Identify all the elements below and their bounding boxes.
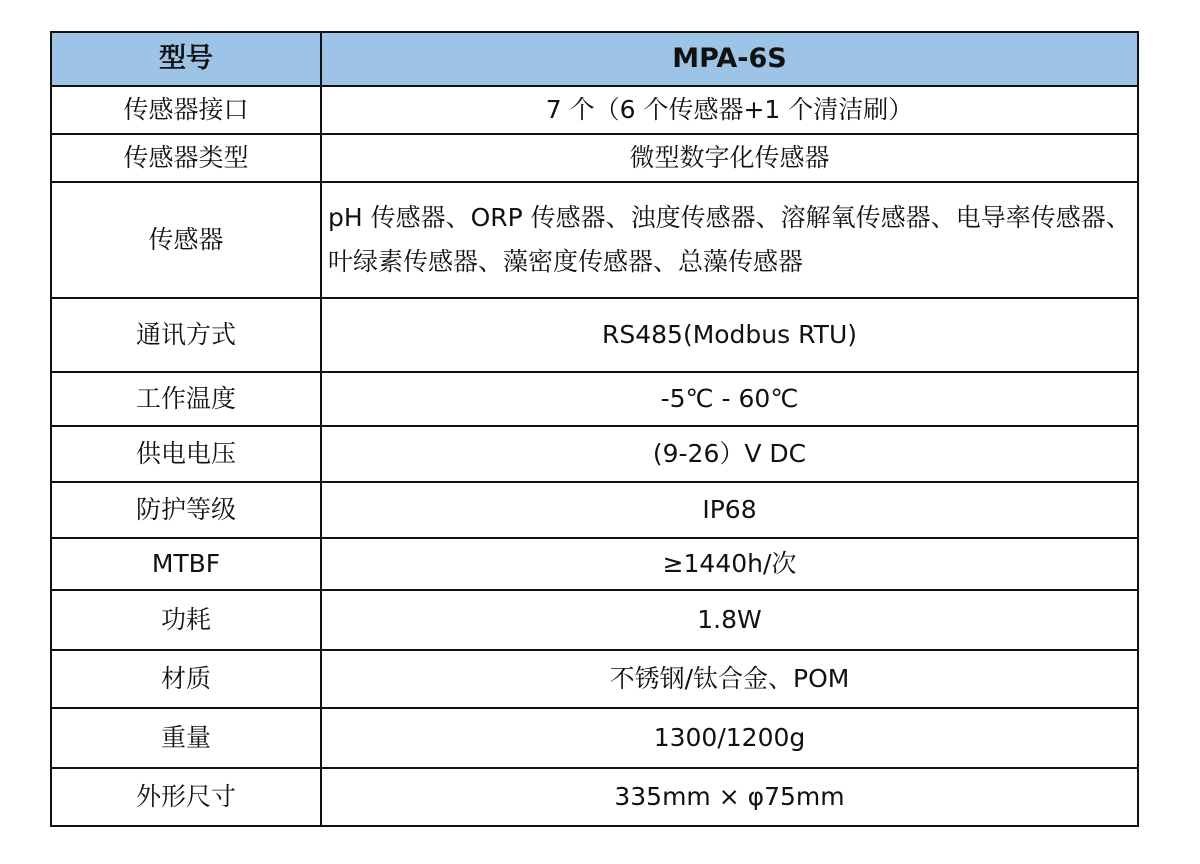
row-value: RS485(Modbus RTU) [321, 298, 1138, 372]
table-row [51, 650, 1138, 708]
table-row [51, 708, 1138, 768]
row-value: IP68 [321, 482, 1138, 538]
row-label: 材质 [51, 650, 321, 708]
row-value: 不锈钢/钛合金、POM [321, 650, 1138, 708]
table-row [51, 182, 1138, 298]
row-value: 1.8W [321, 590, 1138, 650]
row-label: 防护等级 [51, 482, 321, 538]
table-header-row [51, 32, 1138, 86]
row-value: -5℃ - 60℃ [321, 372, 1138, 426]
row-value: 1300/1200g [321, 708, 1138, 768]
header-model-cell: MPA-6S [321, 32, 1138, 86]
row-label: 工作温度 [51, 372, 321, 426]
row-label: 通讯方式 [51, 298, 321, 372]
row-value: ≥1440h/次 [321, 538, 1138, 590]
row-label: 功耗 [51, 590, 321, 650]
spec-table [50, 31, 1139, 827]
table-row [51, 768, 1138, 826]
row-label: 传感器接口 [51, 86, 321, 134]
row-value: 335mm × φ75mm [321, 768, 1138, 826]
row-value: 7 个（6 个传感器+1 个清洁刷） [321, 86, 1138, 134]
row-label: MTBF [51, 538, 321, 590]
table-row [51, 86, 1138, 134]
row-value: (9-26）V DC [321, 426, 1138, 482]
table-row [51, 372, 1138, 426]
row-label: 供电电压 [51, 426, 321, 482]
row-label: 重量 [51, 708, 321, 768]
table-row [51, 482, 1138, 538]
row-value: 微型数字化传感器 [321, 134, 1138, 182]
table-row [51, 298, 1138, 372]
table-row [51, 134, 1138, 182]
header-label-cell: 型号 [51, 32, 321, 86]
row-label: 传感器类型 [51, 134, 321, 182]
table-row [51, 590, 1138, 650]
row-value: pH 传感器、ORP 传感器、浊度传感器、溶解氧传感器、电导率传感器、叶绿素传感器、藻密度传感器、总藻传感器 [321, 182, 1138, 298]
table-row [51, 538, 1138, 590]
table-row [51, 426, 1138, 482]
row-label: 传感器 [51, 182, 321, 298]
row-label: 外形尺寸 [51, 768, 321, 826]
